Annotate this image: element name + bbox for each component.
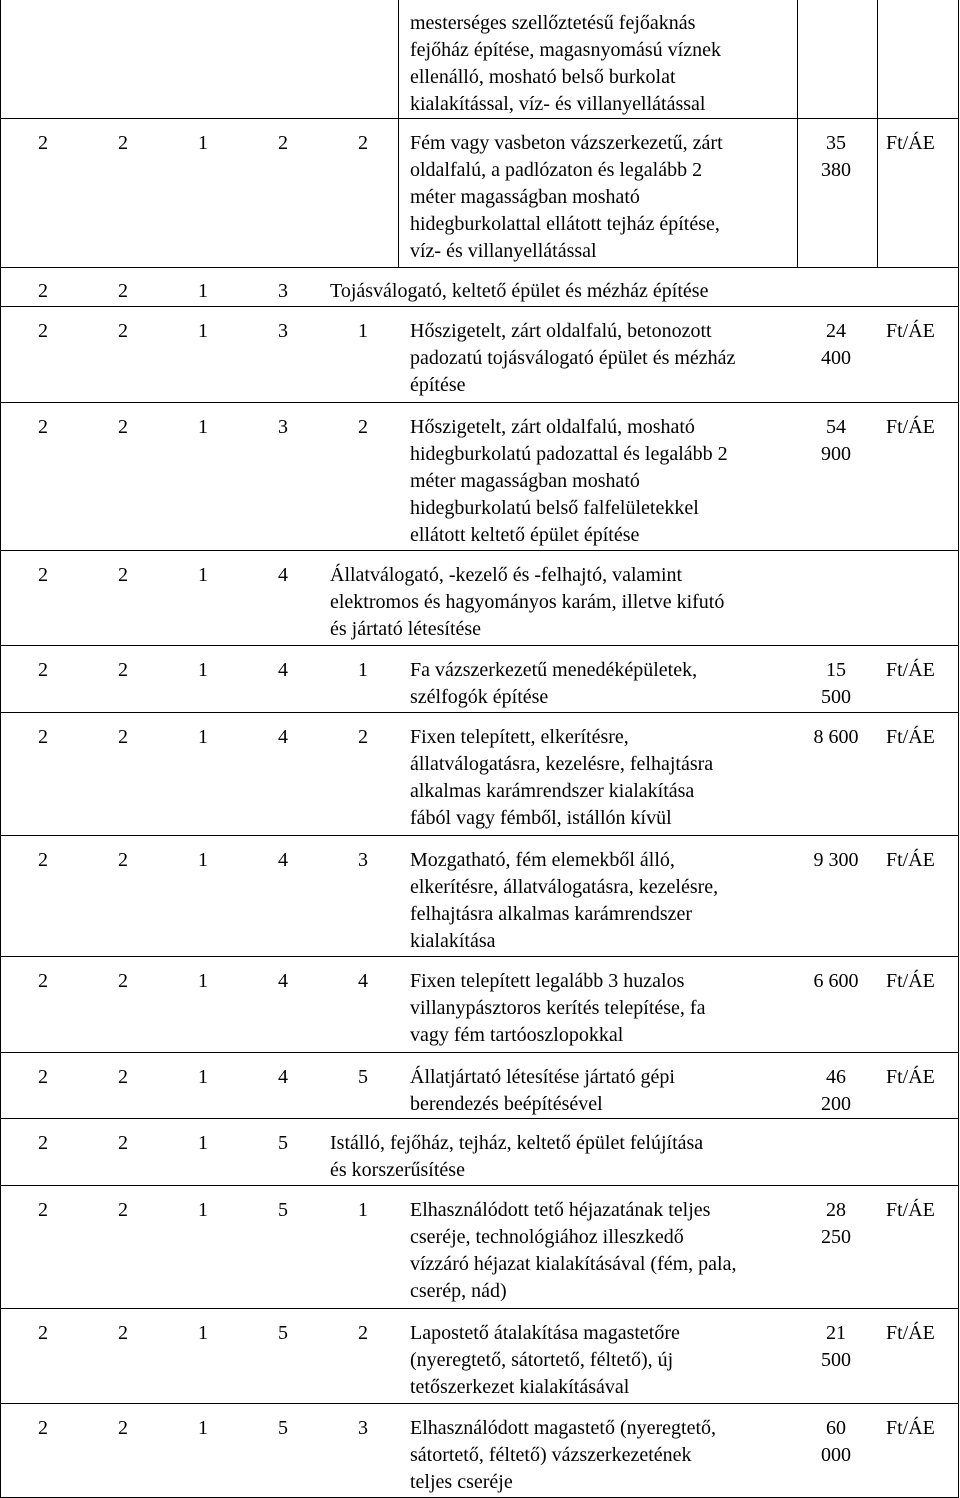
row-code-digit: 2 (38, 1322, 48, 1344)
row-code-digit: 5 (278, 1199, 288, 1221)
row-code-digit: 2 (38, 726, 48, 748)
row-code-digit: 4 (278, 849, 288, 871)
row-amount: 54 (826, 416, 846, 438)
row-amount: 000 (821, 1444, 851, 1466)
row-description-line: fejőház építése, magasnyomású víznek (410, 39, 721, 61)
table-row-divider (0, 645, 959, 646)
row-code-digit: 2 (38, 970, 48, 992)
row-description-line: víz- és villanyellátással (410, 240, 597, 262)
row-code-digit: 5 (358, 1066, 368, 1088)
row-description-line: elektromos és hagyományos karám, illetve kifutó (330, 591, 725, 613)
row-code-digit: 4 (278, 970, 288, 992)
row-amount: 15 (826, 659, 846, 681)
row-unit: Ft/ÁE (886, 1417, 935, 1439)
table-row-divider (0, 956, 959, 957)
row-code-digit: 1 (358, 320, 368, 342)
row-code-digit: 3 (358, 849, 368, 871)
row-code-digit: 1 (198, 726, 208, 748)
row-code-digit: 2 (118, 416, 128, 438)
row-unit: Ft/ÁE (886, 1199, 935, 1221)
row-code-digit: 2 (38, 1132, 48, 1154)
row-description-line: cserép, nád) (410, 1280, 507, 1302)
row-description-line: hidegburkolattal ellátott tejház építése, (410, 213, 720, 235)
row-amount: 60 (826, 1417, 846, 1439)
row-code-digit: 2 (358, 726, 368, 748)
row-description-line: tetőszerkezet kialakításával (410, 1376, 630, 1398)
row-code-digit: 1 (198, 1322, 208, 1344)
row-description-line: méter magasságban mosható (410, 470, 640, 492)
table-row-divider (0, 550, 959, 551)
row-amount: 200 (821, 1093, 851, 1115)
row-code-digit: 2 (358, 1322, 368, 1344)
row-description-line: hidegburkolatú belső falfelületekkel (410, 497, 699, 519)
row-description-line: állatválogatásra, kezelésre, felhajtásra (410, 753, 714, 775)
row-code-digit: 2 (118, 1066, 128, 1088)
row-description-line: cseréje, technológiához illeszkedő (410, 1226, 684, 1248)
row-code-digit: 1 (198, 132, 208, 154)
row-description-line: és jártató létesítése (330, 618, 482, 640)
table-row-divider (0, 835, 959, 836)
row-code-digit: 2 (38, 1199, 48, 1221)
row-code-digit: 2 (358, 416, 368, 438)
table-row-divider (0, 1308, 959, 1309)
row-code-digit: 2 (118, 659, 128, 681)
row-code-digit: 2 (118, 132, 128, 154)
row-code-digit: 3 (278, 280, 288, 302)
row-code-digit: 1 (198, 659, 208, 681)
row-code-digit: 2 (38, 280, 48, 302)
row-code-digit: 4 (278, 726, 288, 748)
row-code-digit: 2 (118, 280, 128, 302)
row-description-line: építése (410, 374, 466, 396)
row-description-line: Állatválogató, -kezelő és -felhajtó, valamint (330, 564, 683, 586)
row-description-line: Istálló, fejőház, tejház, keltető épület felújítása (330, 1132, 704, 1154)
row-code-digit: 2 (38, 849, 48, 871)
row-description-line: Fixen telepített, elkerítésre, (410, 726, 629, 748)
table-row-divider (0, 402, 959, 403)
row-description-line: felhajtásra alkalmas karámrendszer (410, 903, 693, 925)
row-description-line: vagy fém tartóoszlopokkal (410, 1024, 624, 1046)
row-description-line: Állatjártató létesítése jártató gépi (410, 1066, 675, 1088)
row-description-line: Elhasználódott tető héjazatának teljes (410, 1199, 711, 1221)
row-code-digit: 2 (38, 416, 48, 438)
row-code-digit: 1 (198, 1066, 208, 1088)
table-row-divider (0, 306, 959, 307)
row-description-line: Fa vázszerkezetű menedéképületek, (410, 659, 698, 681)
row-description-line: Elhasználódott magastető (nyeregtető, (410, 1417, 717, 1439)
row-description-line: berendezés beépítésével (410, 1093, 603, 1115)
row-code-digit: 4 (278, 564, 288, 586)
row-description-line: alkalmas karámrendszer kialakítása (410, 780, 695, 802)
row-description-line: Fém vagy vasbeton vázszerkezetű, zárt (410, 132, 723, 154)
row-code-digit: 2 (118, 320, 128, 342)
row-code-digit: 2 (118, 970, 128, 992)
row-description-line: Mozgatható, fém elemekből álló, (410, 849, 675, 871)
row-unit: Ft/ÁE (886, 659, 935, 681)
row-amount: 24 (826, 320, 846, 342)
row-unit: Ft/ÁE (886, 726, 935, 748)
row-description-line: Hőszigetelt, zárt oldalfalú, betonozott (410, 320, 712, 342)
row-unit: Ft/ÁE (886, 320, 935, 342)
row-amount: 500 (821, 686, 851, 708)
row-amount: 46 (826, 1066, 846, 1088)
row-amount: 28 (826, 1199, 846, 1221)
row-code-digit: 1 (358, 659, 368, 681)
row-code-digit: 2 (118, 726, 128, 748)
row-code-digit: 2 (118, 564, 128, 586)
row-description-line: szélfogók építése (410, 686, 549, 708)
row-code-digit: 2 (118, 849, 128, 871)
row-unit: Ft/ÁE (886, 1066, 935, 1088)
row-description-line: Fixen telepített legalább 3 huzalos (410, 970, 685, 992)
row-code-digit: 2 (358, 132, 368, 154)
row-code-digit: 3 (278, 416, 288, 438)
row-code-digit: 2 (118, 1132, 128, 1154)
table-border-vertical (0, 0, 1, 1498)
row-code-digit: 1 (198, 1132, 208, 1154)
row-description-line: Hőszigetelt, zárt oldalfalú, mosható (410, 416, 695, 438)
row-amount: 8 600 (813, 726, 859, 748)
row-code-digit: 1 (198, 416, 208, 438)
table-row-divider (0, 1403, 959, 1404)
row-code-digit: 2 (118, 1322, 128, 1344)
row-description-line: (nyeregtető, sátortető, féltető), új (410, 1349, 674, 1371)
row-unit: Ft/ÁE (886, 132, 935, 154)
row-amount: 9 300 (813, 849, 859, 871)
table-row-divider (0, 267, 959, 268)
row-unit: Ft/ÁE (886, 1322, 935, 1344)
row-code-digit: 3 (278, 320, 288, 342)
row-code-digit: 3 (358, 1417, 368, 1439)
row-description-line: ellenálló, mosható belső burkolat (410, 66, 676, 88)
row-description-line: és korszerűsítése (330, 1159, 465, 1181)
row-description-line: kialakítással, víz- és villanyellátással (410, 93, 706, 115)
row-code-digit: 2 (38, 1066, 48, 1088)
table-row-divider (0, 1185, 959, 1186)
row-amount: 500 (821, 1349, 851, 1371)
row-unit: Ft/ÁE (886, 849, 935, 871)
table-border-vertical (958, 0, 959, 1498)
row-unit: Ft/ÁE (886, 416, 935, 438)
row-description-line: villanypásztoros kerítés telepítése, fa (410, 997, 706, 1019)
row-code-digit: 5 (278, 1322, 288, 1344)
row-description-line: elkerítésre, állatválogatásra, kezelésre, (410, 876, 719, 898)
row-amount: 400 (821, 347, 851, 369)
row-description-line: teljes cseréje (410, 1471, 513, 1493)
row-code-digit: 2 (38, 659, 48, 681)
row-code-digit: 1 (198, 320, 208, 342)
table-grid-vertical (877, 0, 878, 267)
table-grid-vertical (398, 0, 399, 267)
table-row-divider (0, 712, 959, 713)
row-code-digit: 1 (198, 1417, 208, 1439)
row-unit: Ft/ÁE (886, 970, 935, 992)
row-description-line: mesterséges szellőztetésű fejőaknás (410, 12, 696, 34)
row-amount: 6 600 (813, 970, 859, 992)
row-description-line: Lapostető átalakítása magastetőre (410, 1322, 680, 1344)
row-code-digit: 1 (358, 1199, 368, 1221)
row-amount: 900 (821, 443, 851, 465)
row-code-digit: 4 (278, 1066, 288, 1088)
row-code-digit: 2 (38, 320, 48, 342)
row-description-line: fából vagy fémből, istállón kívül (410, 807, 672, 829)
table-row-divider (0, 1052, 959, 1053)
row-amount: 250 (821, 1226, 851, 1248)
row-code-digit: 2 (118, 1199, 128, 1221)
row-code-digit: 5 (278, 1132, 288, 1154)
row-description-line: méter magasságban mosható (410, 186, 640, 208)
row-code-digit: 2 (38, 564, 48, 586)
row-description-line: oldalfalú, a padlózaton és legalább 2 (410, 159, 703, 181)
row-description-line: sátortető, féltető) vázszerkezetének (410, 1444, 692, 1466)
row-code-digit: 1 (198, 564, 208, 586)
row-code-digit: 4 (278, 659, 288, 681)
row-description-line: kialakítása (410, 930, 496, 952)
row-code-digit: 2 (38, 132, 48, 154)
table-row-divider (0, 1118, 959, 1119)
row-description-line: vízzáró héjazat kialakításával (fém, pala, (410, 1253, 737, 1275)
row-code-digit: 4 (358, 970, 368, 992)
row-code-digit: 1 (198, 970, 208, 992)
row-amount: 380 (821, 159, 851, 181)
row-amount: 35 (826, 132, 846, 154)
row-code-digit: 5 (278, 1417, 288, 1439)
row-description-line: Tojásválogató, keltető épület és mézház építése (330, 280, 709, 302)
row-code-digit: 2 (118, 1417, 128, 1439)
row-code-digit: 1 (198, 1199, 208, 1221)
row-code-digit: 2 (38, 1417, 48, 1439)
row-code-digit: 1 (198, 849, 208, 871)
row-code-digit: 1 (198, 280, 208, 302)
row-amount: 21 (826, 1322, 846, 1344)
row-description-line: hidegburkolatú padozattal és legalább 2 (410, 443, 728, 465)
table-row-divider (0, 118, 959, 119)
row-description-line: ellátott keltető épület építése (410, 524, 640, 546)
row-code-digit: 2 (278, 132, 288, 154)
row-description-line: padozatú tojásválogató épület és mézház (410, 347, 736, 369)
